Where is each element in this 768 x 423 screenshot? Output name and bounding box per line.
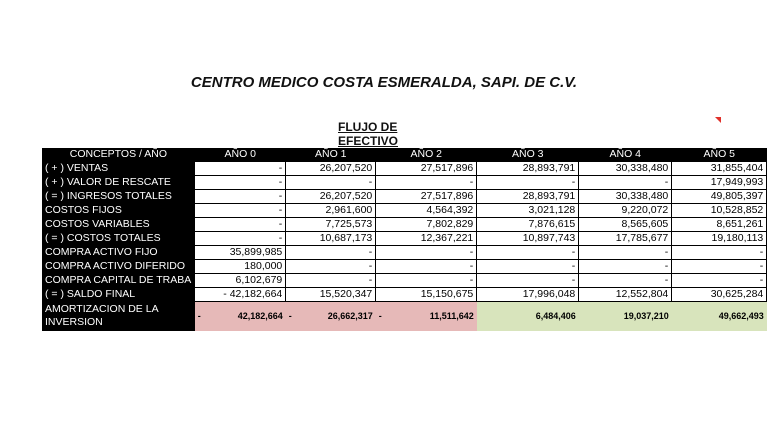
report-title: CENTRO MEDICO COSTA ESMERALDA, SAPI. DE C.V. <box>190 74 578 91</box>
table-cell: - <box>672 246 767 260</box>
table-cell: 6,102,679 <box>195 274 286 288</box>
table-cell: 2,961,600 <box>286 204 376 218</box>
table-cell: 27,517,896 <box>376 162 477 176</box>
table-row <box>42 246 767 260</box>
table-cell: - <box>579 176 672 190</box>
table-cell: 9,220,072 <box>579 204 672 218</box>
table-cell: - <box>579 274 672 288</box>
table-cell: 27,517,896 <box>376 190 477 204</box>
amortization-cell <box>195 302 286 331</box>
table-cell: 28,893,791 <box>477 190 579 204</box>
table-cell: 10,687,173 <box>286 232 376 246</box>
table-cell: - <box>376 274 477 288</box>
table-cell: 7,802,829 <box>376 218 477 232</box>
table-cell: 17,949,993 <box>672 176 767 190</box>
table-row <box>42 232 767 246</box>
cell-comment-indicator <box>715 117 721 123</box>
amortization-cell <box>286 302 376 331</box>
table-cell: - <box>376 246 477 260</box>
amortization-cell <box>579 302 672 331</box>
amortization-cell <box>376 302 477 331</box>
header-year-4: AÑO 4 <box>579 148 672 162</box>
table-row <box>42 274 767 288</box>
row-label: COMPRA ACTIVO FIJO <box>42 246 195 260</box>
header-year-3: AÑO 3 <box>477 148 579 162</box>
table-cell: 30,625,284 <box>672 288 767 302</box>
amortization-value: 6,484,406 <box>535 310 576 321</box>
table-cell: - <box>286 274 376 288</box>
header-year-0: AÑO 0 <box>195 148 286 162</box>
row-label: ( = ) SALDO FINAL <box>42 288 195 302</box>
table-cell: - <box>376 176 477 190</box>
table-row <box>42 260 767 274</box>
amortization-sign: - <box>288 310 292 321</box>
table-cell: 15,150,675 <box>376 288 477 302</box>
table-row <box>42 288 767 302</box>
header-year-2: AÑO 2 <box>376 148 477 162</box>
table-row <box>42 204 767 218</box>
row-label: ( + ) VALOR DE RESCATE <box>42 176 195 190</box>
amortization-sign: - <box>197 310 201 321</box>
table-cell: - <box>579 246 672 260</box>
amortization-cell <box>477 302 579 331</box>
row-label: COSTOS VARIABLES <box>42 218 195 232</box>
table-cell: 30,338,480 <box>579 162 672 176</box>
table-cell: - <box>477 274 579 288</box>
table-cell: 15,520,347 <box>286 288 376 302</box>
row-label: ( = ) INGRESOS TOTALES <box>42 190 195 204</box>
header-concepts: CONCEPTOS / AÑO <box>42 148 195 162</box>
table-cell: 4,564,392 <box>376 204 477 218</box>
table-cell: - 42,182,664 <box>195 288 286 302</box>
table-row <box>42 162 767 176</box>
table-cell: 17,996,048 <box>477 288 579 302</box>
table-cell: 30,338,480 <box>579 190 672 204</box>
table-cell: 180,000 <box>195 260 286 274</box>
header-year-1: AÑO 1 <box>286 148 376 162</box>
amortization-value: 19,037,210 <box>623 310 669 321</box>
table-cell: - <box>672 274 767 288</box>
table-cell: - <box>195 204 286 218</box>
row-label: COSTOS FIJOS <box>42 204 195 218</box>
table-cell: - <box>672 260 767 274</box>
table-cell: 7,876,615 <box>477 218 579 232</box>
table-cell: - <box>376 260 477 274</box>
header-year-5: AÑO 5 <box>672 148 767 162</box>
table-cell: 7,725,573 <box>286 218 376 232</box>
table-cell: - <box>195 190 286 204</box>
amortization-row <box>42 302 767 331</box>
table-header-row <box>42 148 767 162</box>
table-cell: - <box>286 260 376 274</box>
table-cell: - <box>195 232 286 246</box>
table-cell: - <box>195 218 286 232</box>
table-row <box>42 218 767 232</box>
table-cell: 10,897,743 <box>477 232 579 246</box>
table-cell: 12,367,221 <box>376 232 477 246</box>
amortization-sign: - <box>378 310 382 321</box>
table-cell: 12,552,804 <box>579 288 672 302</box>
table-cell: 26,207,520 <box>286 162 376 176</box>
table-cell: - <box>195 162 286 176</box>
amortization-label: AMORTIZACION DE LA INVERSION <box>42 302 195 331</box>
table-cell: 17,785,677 <box>579 232 672 246</box>
amortization-value: 49,662,493 <box>718 310 764 321</box>
table-cell: 19,180,113 <box>672 232 767 246</box>
row-label: COMPRA ACTIVO DIFERIDO <box>42 260 195 274</box>
table-cell: 10,528,852 <box>672 204 767 218</box>
table-cell: 8,651,261 <box>672 218 767 232</box>
amortization-value: 42,182,664 <box>237 310 283 321</box>
table-row <box>42 190 767 204</box>
cash-flow-table <box>42 148 767 331</box>
table-cell: 35,899,985 <box>195 246 286 260</box>
table-cell: 3,021,128 <box>477 204 579 218</box>
table-cell: - <box>477 246 579 260</box>
table-cell: - <box>195 176 286 190</box>
table-cell: - <box>579 260 672 274</box>
table-cell: 8,565,605 <box>579 218 672 232</box>
report-subtitle: FLUJO DE EFECTIVO <box>338 120 399 148</box>
amortization-cell <box>672 302 767 331</box>
table-row <box>42 176 767 190</box>
table-cell: 49,805,397 <box>672 190 767 204</box>
row-label: ( = ) COSTOS TOTALES <box>42 232 195 246</box>
amortization-value: 11,511,642 <box>429 310 474 321</box>
table-cell: 26,207,520 <box>286 190 376 204</box>
amortization-value: 26,662,317 <box>327 310 373 321</box>
table-cell: - <box>286 176 376 190</box>
table-cell: - <box>286 246 376 260</box>
row-label: COMPRA CAPITAL DE TRABA <box>42 274 195 288</box>
table-cell: - <box>477 176 579 190</box>
table-cell: 31,855,404 <box>672 162 767 176</box>
row-label: ( + ) VENTAS <box>42 162 195 176</box>
table-cell: - <box>477 260 579 274</box>
table-cell: 28,893,791 <box>477 162 579 176</box>
